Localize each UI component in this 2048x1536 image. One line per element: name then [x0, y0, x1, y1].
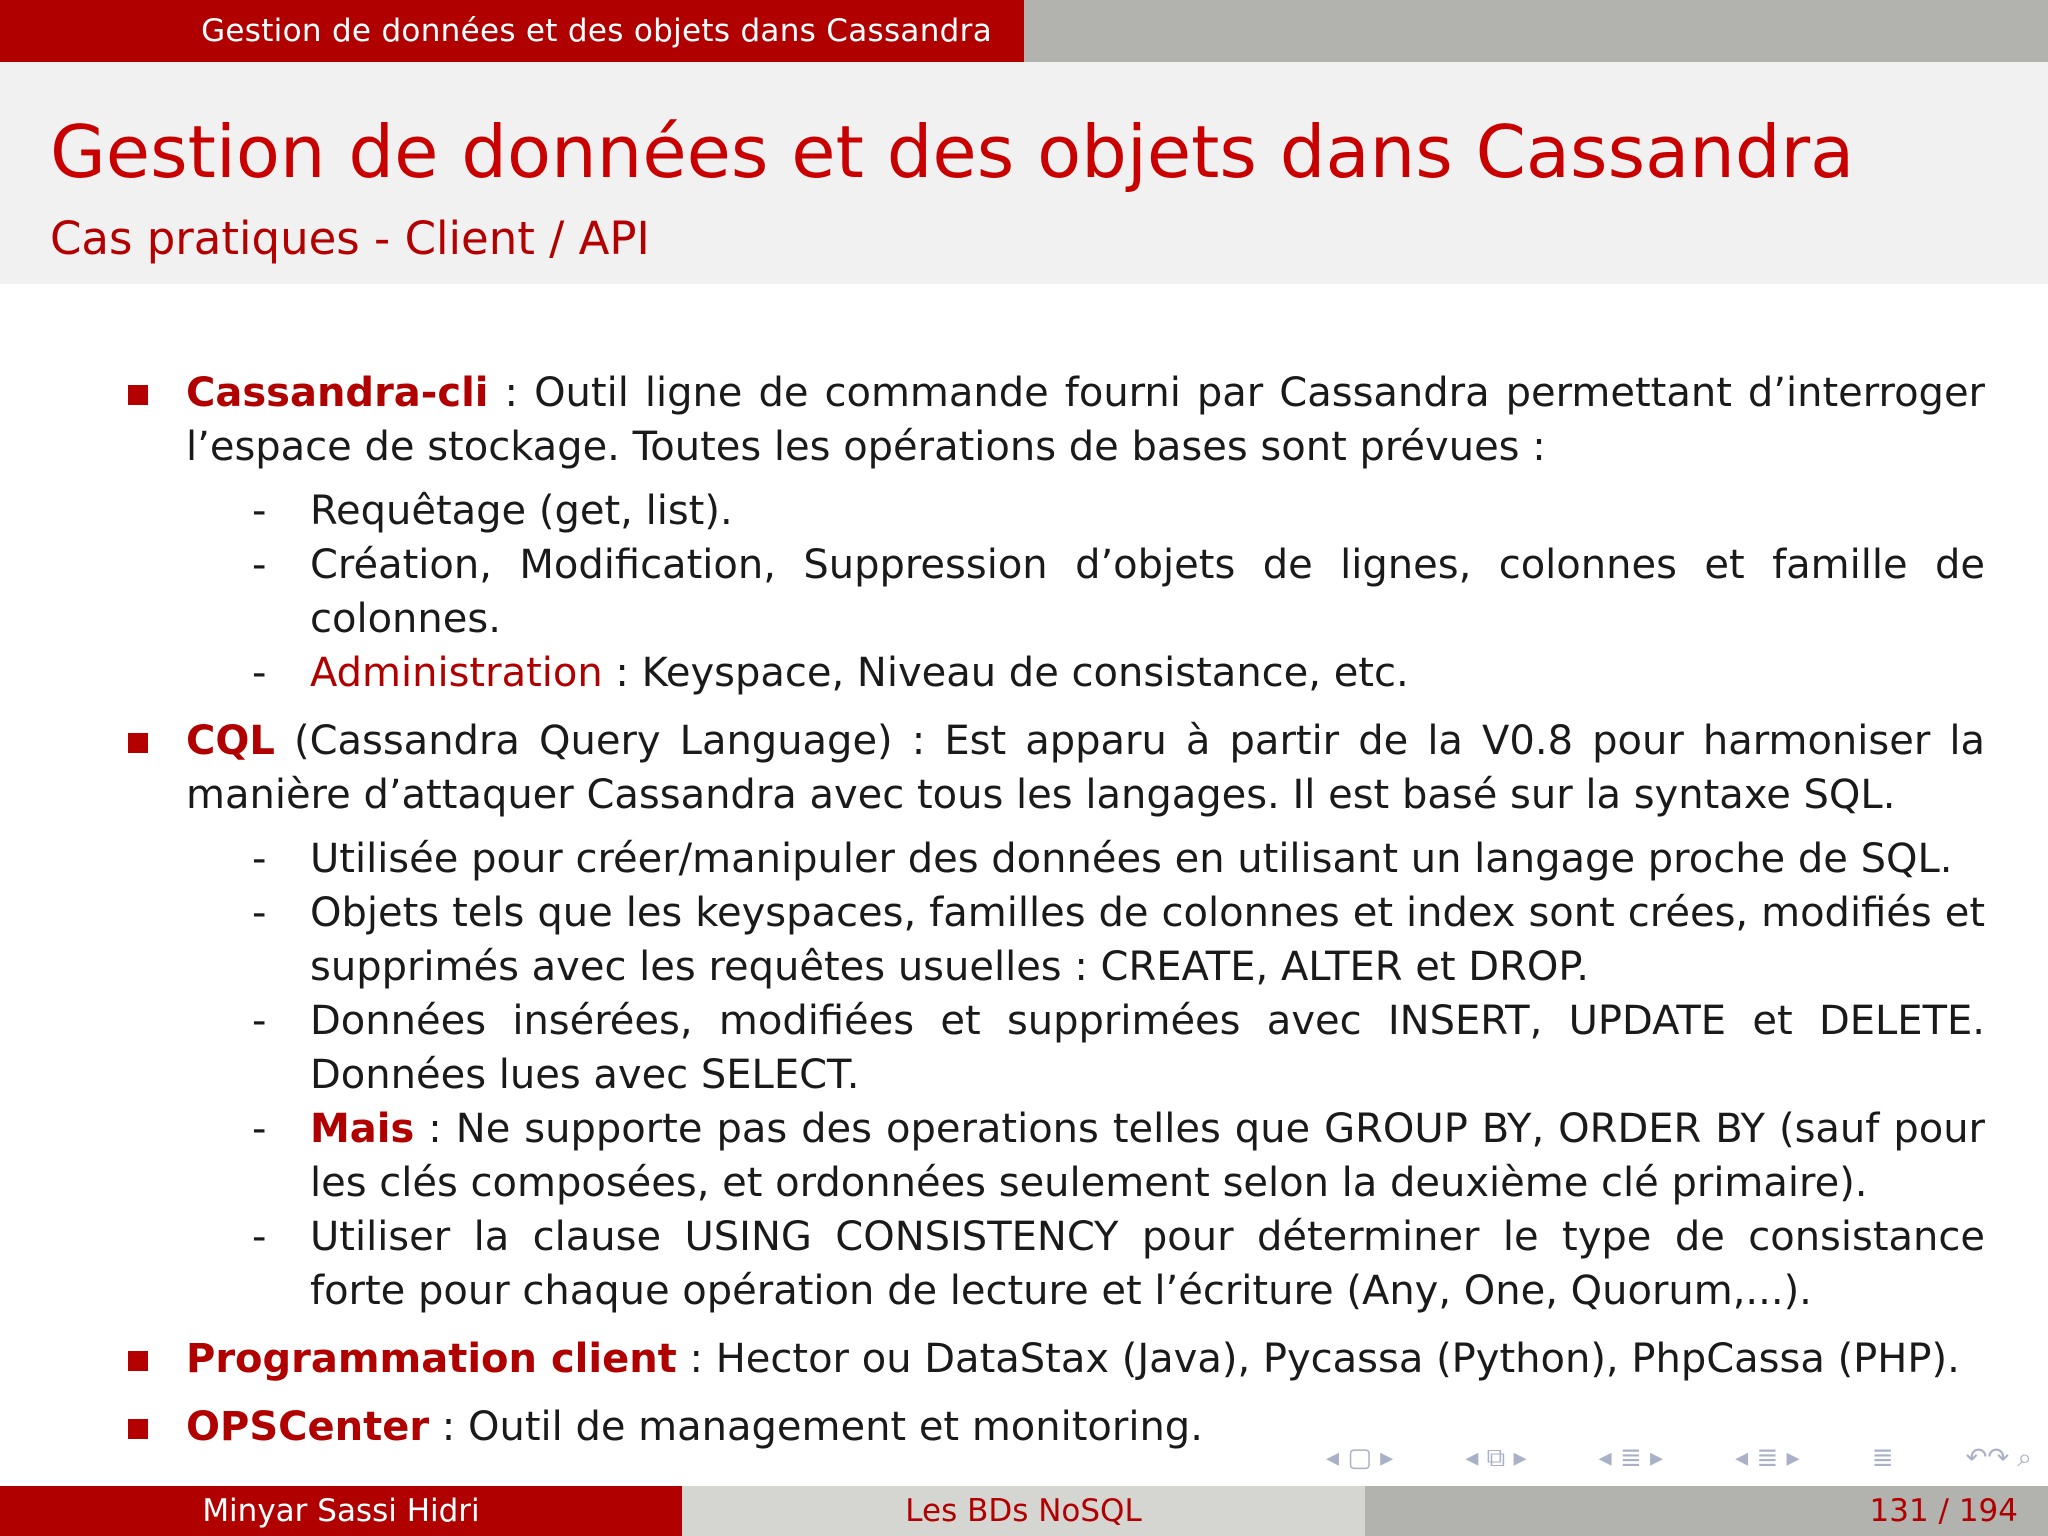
square-bullet-icon [128, 733, 148, 753]
sub-term: Administration [310, 650, 603, 696]
dash-bullet: - [252, 836, 267, 882]
dash-bullet: - [252, 542, 267, 588]
top-bar [0, 0, 2048, 62]
nav-subsection-icon[interactable]: ◂ ≣ ▸ [1598, 1443, 1664, 1473]
slide-content [128, 366, 1985, 1468]
nav-first-icon[interactable]: ◂ ▢ ▸ [1326, 1443, 1394, 1473]
footer-course: Les BDs NoSQL [682, 1486, 1365, 1536]
slide-header [0, 62, 2048, 284]
bullet-text: : Outil de management et monitoring. [429, 1404, 1203, 1450]
bullet-text: : Hector ou DataStax (Java), Pycassa (Python), PhpCassa (PHP). [676, 1336, 1960, 1382]
section-title-bar [0, 0, 1024, 62]
sub-item: - Utiliser la clause USING CONSISTENCY pour déterminer le type de consistance forte pour chaque opération de lecture et l’écriture (Any, One, Quorum,...). [252, 1210, 1985, 1318]
dash-bullet: - [252, 1106, 267, 1152]
bullet-text: (Cassandra Query Language) : Est apparu à partir de la V0.8 pour harmoniser la manière d’attaquer Cassandra avec tous les langages. Il est basé sur la syntaxe SQL. [186, 718, 1985, 818]
slide-subtitle: Cas pratiques - Client / API [50, 212, 650, 265]
dash-bullet: - [252, 488, 267, 534]
beamer-navigation [1326, 1438, 2032, 1478]
section-title: Gestion de données et des objets dans Cassandra [201, 13, 992, 49]
nav-section-icon[interactable]: ◂ ≣ ▸ [1735, 1443, 1800, 1473]
slide-footer [0, 1486, 2048, 1536]
sub-item: - Requêtage (get, list). [252, 484, 1985, 538]
sub-item: - Création, Modification, Suppression d’objets de lignes, colonnes et famille de colonnes. [252, 538, 1985, 646]
nav-frame-icon[interactable]: ◂ ⧉ ▸ [1465, 1442, 1527, 1473]
square-bullet-icon [128, 1351, 148, 1371]
bullet-term: OPSCenter [186, 1404, 430, 1450]
sub-item: - Mais : Ne supporte pas des operations telles que GROUP BY, ORDER BY (sauf pour les clés composées, et ordonnées seulement selon la deuxième clé primaire). [252, 1102, 1985, 1210]
dash-bullet: - [252, 650, 267, 696]
dash-bullet: - [252, 1214, 267, 1260]
bullet-item [128, 1332, 1985, 1386]
nav-align-icon[interactable]: ≣ [1871, 1443, 1894, 1473]
bullet-term: Cassandra-cli [186, 370, 489, 416]
sub-item: - Données insérées, modifiées et supprimées avec INSERT, UPDATE et DELETE. Données lues avec SELECT. [252, 994, 1985, 1102]
bullet-term: Programmation client [186, 1336, 677, 1382]
square-bullet-icon [128, 385, 148, 405]
bullet-term: CQL [186, 718, 275, 764]
sub-term: Mais [310, 1106, 415, 1152]
bullet-text: : Outil ligne de commande fourni par Cassandra permettant d’interroger l’espace de stockage. Toutes les opérations de bases sont prévues : [186, 370, 1985, 470]
footer-page-number: 131 / 194 [1365, 1486, 2048, 1536]
footer-author: Minyar Sassi Hidri [0, 1486, 682, 1536]
bullet-item [128, 714, 1985, 1318]
slide-title: Gestion de données et des objets dans Cassandra [50, 110, 1855, 194]
square-bullet-icon [128, 1419, 148, 1439]
sub-list [252, 484, 1985, 700]
sub-item: - Objets tels que les keyspaces, familles de colonnes et index sont crées, modifiés et supprimés avec les requêtes usuelles : CREATE, ALTER et DROP. [252, 886, 1985, 994]
sub-item: - Administration : Keyspace, Niveau de consistance, etc. [252, 646, 1985, 700]
bullet-item [128, 366, 1985, 700]
sub-item: - Utilisée pour créer/manipuler des données en utilisant un langage proche de SQL. [252, 832, 1985, 886]
dash-bullet: - [252, 998, 267, 1044]
dash-bullet: - [252, 890, 267, 936]
sub-list [252, 832, 1985, 1318]
nav-search-icon[interactable]: ↶↷ ⌕ [1965, 1442, 2032, 1473]
